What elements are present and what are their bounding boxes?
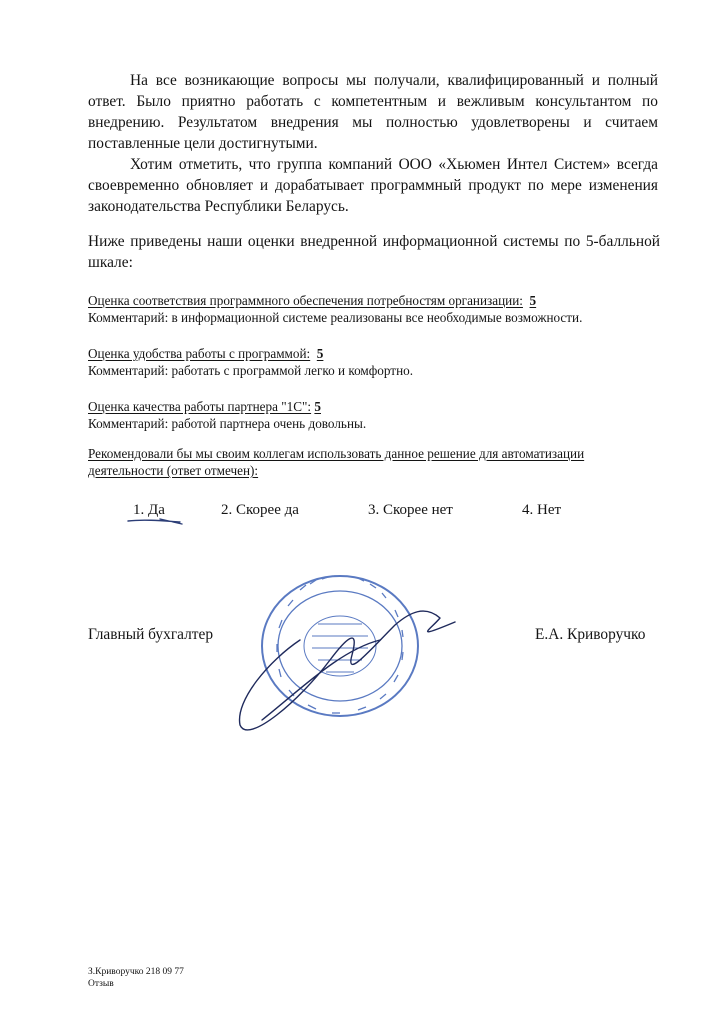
footer-contact: З.Криворучко 218 09 77 [88, 967, 184, 977]
option-rather-no: 3. Скорее нет [368, 502, 453, 518]
footer-note [88, 966, 184, 990]
rating-1-title: Оценка соответствия программного обеспечения потребностям организации: [88, 293, 523, 308]
rating-2-title: Оценка удобства работы с программой: [88, 346, 311, 361]
recommend-question: Рекомендовали бы мы своим коллегам использовать данное решение для автоматизации деятельности (ответ отмечен): [88, 446, 585, 478]
option-rather-yes: 2. Скорее да [221, 502, 299, 518]
paragraph-feedback: На все возникающие вопросы мы получали, квалифицированный и полный ответ. Было приятно работать с компетентным и вежливым консультантом по внедрению. Результатом внедрения мы полностью удовлетворены и считаем поставленные цели достигнутыми. [88, 72, 658, 152]
rating-3-title: Оценка качества работы партнера "1С": [88, 399, 312, 414]
signer-position: Главный бухгалтер [88, 626, 214, 643]
rating-3-score: 5 [314, 399, 321, 414]
paragraph-ratings-intro: Ниже приведены наши оценки внедренной информационной системы по 5-балльной шкале: [88, 233, 660, 271]
rating-1-comment: Комментарий: в информационной системе реализованы все необходимые возможности. [88, 310, 583, 325]
rating-3-comment: Комментарий: работой партнера очень довольны. [88, 416, 367, 431]
handwritten-signature [240, 611, 455, 730]
seal-stamp [262, 576, 418, 716]
option-yes: 1. Да [133, 502, 165, 518]
rating-2-line [88, 345, 668, 362]
signer-name: Е.А. Криворучко [535, 626, 646, 643]
rating-2-score: 5 [316, 346, 324, 361]
paragraph-company-note: Хотим отметить, что группа компаний ООО «Хьюмен Интел Систем» всегда своевременно обновляет и дорабатывает программный продукт по мере изменения законодательства Республики Беларусь. [88, 156, 658, 215]
rating-3-line [88, 398, 668, 415]
rating-1-line [88, 292, 668, 309]
rating-1-score: 5 [529, 293, 537, 308]
footer-label: Отзыв [88, 979, 114, 989]
option-no: 4. Нет [522, 502, 562, 518]
rating-2-comment: Комментарий: работать с программой легко и комфортно. [88, 363, 414, 378]
